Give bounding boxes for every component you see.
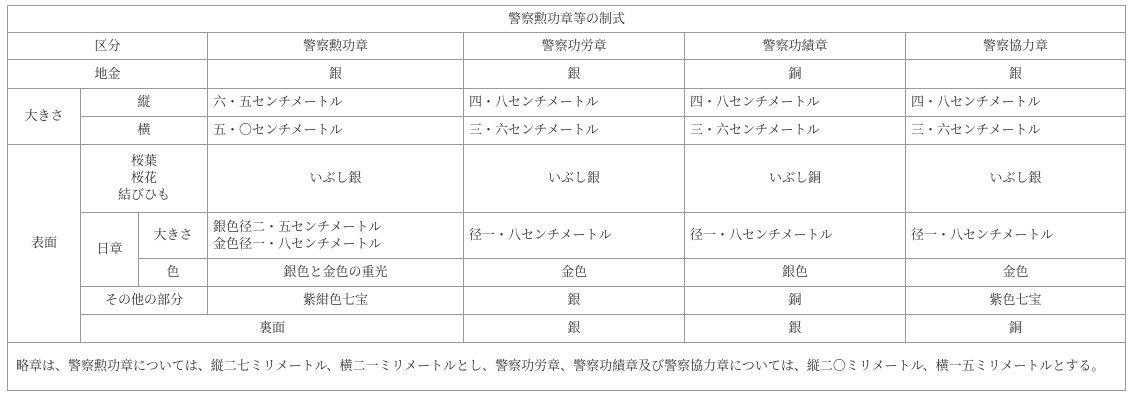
cell-value xyxy=(208,213,464,259)
cell-value: 銀色と金色の重光 xyxy=(208,259,464,287)
label-line: 結びひも xyxy=(117,188,170,203)
cell-value: 金色 xyxy=(906,259,1126,287)
cell-value: 紫色七宝 xyxy=(906,287,1126,315)
cell-value: 三・六センチメートル xyxy=(685,117,906,145)
cell-value: 銅 xyxy=(685,287,906,315)
row-surface-cherry xyxy=(8,145,1126,213)
cell-value: 銀 xyxy=(208,60,464,89)
row-label-size: 大きさ xyxy=(8,89,81,145)
header-service-medal: 警察功労章 xyxy=(464,33,685,60)
header-merit-medal: 警察勲功章 xyxy=(208,33,464,60)
document xyxy=(7,5,1126,391)
row-label-sun: 日章 xyxy=(81,213,139,287)
regulation-table xyxy=(7,5,1126,391)
cell-value: 五・〇センチメートル xyxy=(208,117,464,145)
row-label-base-metal: 地金 xyxy=(8,60,208,89)
cell-value: 金色 xyxy=(464,259,685,287)
cell-value: 径一・八センチメートル xyxy=(906,213,1126,259)
row-label-back: 裏面 xyxy=(81,315,464,343)
row-label-sun-size: 大きさ xyxy=(139,213,208,259)
row-size-height xyxy=(8,89,1126,117)
cell-value: 径一・八センチメートル xyxy=(685,213,906,259)
row-label-sun-color: 色 xyxy=(139,259,208,287)
title-row xyxy=(8,6,1126,33)
cell-value: 六・五センチメートル xyxy=(208,89,464,117)
row-sun-color xyxy=(8,259,1126,287)
cell-value: 銅 xyxy=(906,315,1126,343)
row-label-height: 縦 xyxy=(81,89,208,117)
cell-value: いぶし銀 xyxy=(464,145,685,213)
cell-value: 銀 xyxy=(464,60,685,89)
value-line: 金色径一・八センチメートル xyxy=(213,236,382,252)
row-sun-size xyxy=(8,213,1126,259)
cell-value: 四・八センチメートル xyxy=(906,89,1126,117)
header-row xyxy=(8,33,1126,60)
row-base-metal xyxy=(8,60,1126,89)
row-label-surface: 表面 xyxy=(8,145,81,343)
value-line: 銀色径二・五センチメートル xyxy=(213,219,382,235)
cell-value: 四・八センチメートル xyxy=(464,89,685,117)
row-label-cherry xyxy=(81,145,208,213)
label-line: 桜葉 xyxy=(130,154,157,169)
row-other-parts xyxy=(8,287,1126,315)
cell-value: 銀色 xyxy=(685,259,906,287)
cell-value: 銀 xyxy=(464,315,685,343)
row-back xyxy=(8,315,1126,343)
row-note xyxy=(8,343,1126,391)
row-label-other: その他の部分 xyxy=(81,287,208,315)
cell-value: 三・六センチメートル xyxy=(464,117,685,145)
cell-value: いぶし銀 xyxy=(906,145,1126,213)
header-achievement-medal: 警察功績章 xyxy=(685,33,906,60)
footnote: 略章は、警察勲功章については、縦二七ミリメートル、横二一ミリメートルとし、警察功労章、警察功績章及び警察協力章については、縦二〇ミリメートル、横一五ミリメートルとする。 xyxy=(8,343,1126,391)
cell-value: 銅 xyxy=(685,60,906,89)
row-label-width: 横 xyxy=(81,117,208,145)
cell-value: 銀 xyxy=(685,315,906,343)
header-category: 区分 xyxy=(8,33,208,60)
cell-value: 三・六センチメートル xyxy=(906,117,1126,145)
cell-value: いぶし銀 xyxy=(208,145,464,213)
cell-value: 銀 xyxy=(906,60,1126,89)
label-line: 桜花 xyxy=(130,171,157,186)
table-title: 警察勲功章等の制式 xyxy=(8,6,1126,33)
row-size-width xyxy=(8,117,1126,145)
cell-value: 径一・八センチメートル xyxy=(464,213,685,259)
cell-value: 紫紺色七宝 xyxy=(208,287,464,315)
cell-value: 銀 xyxy=(464,287,685,315)
cell-value: 四・八センチメートル xyxy=(685,89,906,117)
cell-value: いぶし銅 xyxy=(685,145,906,213)
header-cooperation-medal: 警察協力章 xyxy=(906,33,1126,60)
